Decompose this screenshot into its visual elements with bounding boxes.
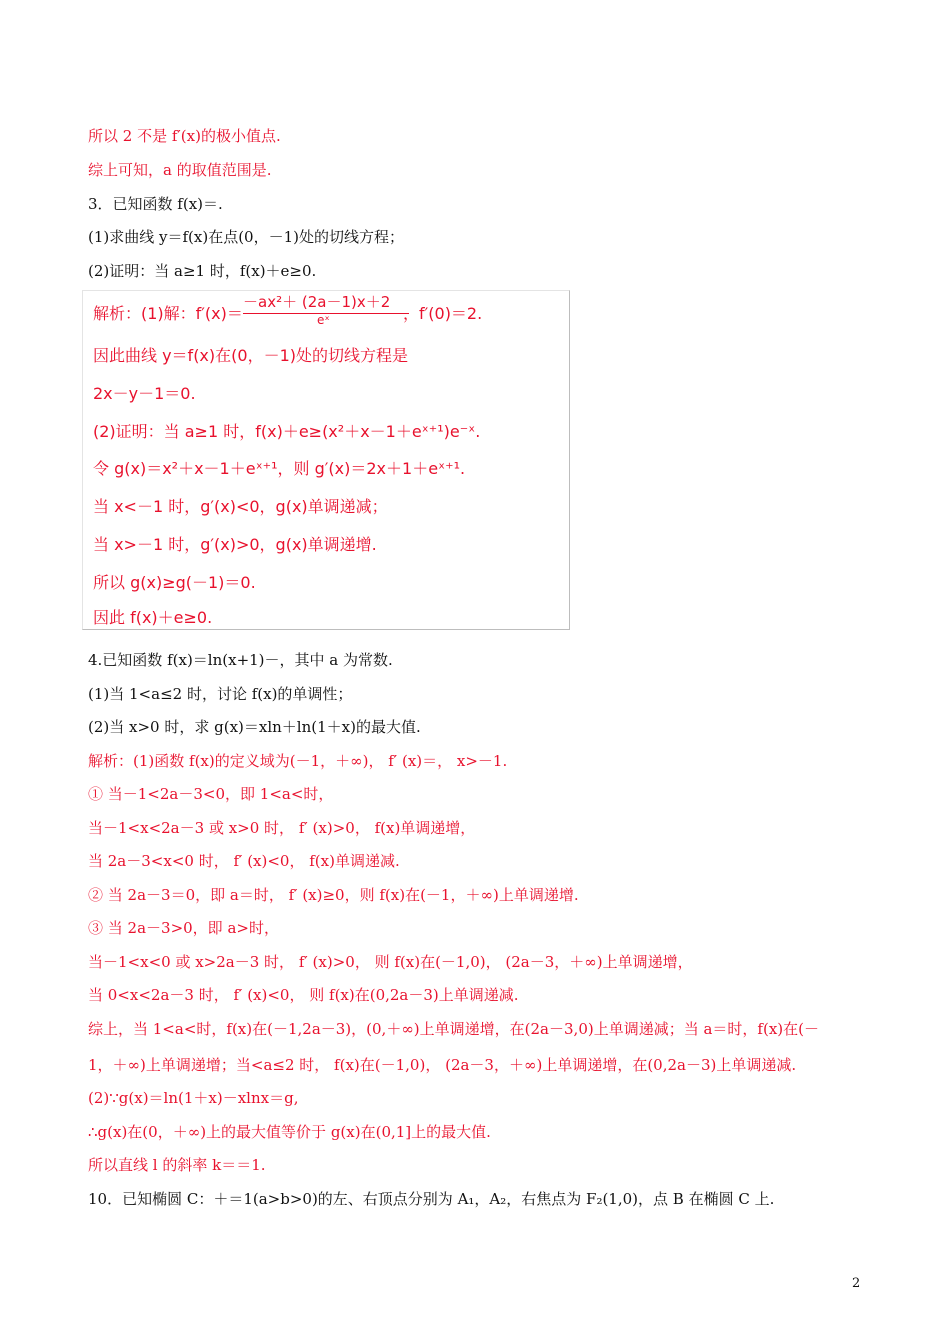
solution-line: 因此曲线 y＝f(x)在(0，－1)处的切线方程是 (93, 346, 408, 365)
solution-line: 因此 f(x)＋e≥0. (93, 608, 213, 627)
page-number: 2 (852, 1276, 861, 1291)
text-line: 当 0<x<2a－3 时， f′ (x)<0， 则 f(x)在(0,2a－3)上单调递减. (88, 986, 519, 1004)
text-line: 当－1<x<2a－3 或 x>0 时， f′ (x)>0， f(x)单调递增， (88, 819, 476, 837)
text-line: 当 2a－3<x<0 时， f′ (x)<0， f(x)单调递减. (88, 852, 400, 870)
solution-line: 2x－y－1＝0. (93, 384, 196, 403)
solution-line-1 (93, 303, 243, 325)
fraction-numerator: －ax²＋ (2a－1)x＋2 (243, 293, 391, 311)
solution-line: 当 x>－1 时，g′(x)>0，g(x)单调递增. (93, 535, 377, 554)
text-line: 综上可知，a 的取值范围是. (88, 161, 272, 179)
text-line: 所以直线 l 的斜率 k＝＝1. (88, 1156, 266, 1174)
solution-line: 所以 g(x)≥g(－1)＝0. (93, 573, 256, 592)
text-line: 综上，当 1<a<时，f(x)在(－1,2a－3)，(0,＋∞)上单调递增，在(2a－3,0)上单调递减；当 a＝时，f(x)在(－ (88, 1020, 819, 1038)
text-line: ③ 当 2a－3>0，即 a>时， (88, 919, 279, 937)
solution-line: (2)证明：当 a≥1 时，f(x)＋e≥(x²＋x－1＋eˣ⁺¹)e⁻ˣ. (93, 422, 481, 441)
derivative-fraction (243, 291, 413, 331)
text-line: 当－1<x<0 或 x>2a－3 时， f′ (x)>0， 则 f(x)在(－1,0)， (2a－3，＋∞)上单调递增， (88, 953, 693, 971)
text-line: 解析：(1)函数 f(x)的定义域为(－1，＋∞)， f′ (x)＝， x>－1. (88, 752, 508, 770)
question-10-stem: 10．已知椭圆 C：＋＝1(a>b>0)的左、右顶点分别为 A₁，A₂，右焦点为 F₂(1,0)，点 B 在椭圆 C 上. (88, 1190, 775, 1208)
question-3-part2: (2)证明：当 a≥1 时，f(x)＋e≥0. (88, 262, 317, 280)
question-4-stem: 4.已知函数 f(x)＝ln(x+1)－，其中 a 为常数. (88, 651, 393, 669)
question-4-part1: (1)当 1<a≤2 时，讨论 f(x)的单调性； (88, 685, 353, 703)
solution-line: 令 g(x)＝x²＋x－1＋eˣ⁺¹，则 g′(x)＝2x＋1＋eˣ⁺¹. (93, 459, 466, 478)
solution-suffix: ，f′(0)＝2. (403, 304, 483, 323)
solution-box (82, 290, 570, 630)
text-line: 1，＋∞)上单调递增；当<a≤2 时， f(x)在(－1,0)， (2a－3，＋∞)上单调递增，在(0,2a－3)上单调递减. (88, 1056, 797, 1074)
text-line: ① 当－1<2a－3<0，即 1<a<时， (88, 785, 334, 803)
question-3-stem: 3．已知函数 f(x)＝. (88, 195, 223, 213)
solution-line: 当 x<－1 时，g′(x)<0，g(x)单调递减； (93, 497, 388, 516)
question-3-part1: (1)求曲线 y＝f(x)在点(0，－1)处的切线方程； (88, 228, 404, 246)
text-line: ② 当 2a－3＝0，即 a＝时， f′ (x)≥0，则 f(x)在(－1，＋∞)上单调递增. (88, 886, 579, 904)
fraction-denominator: eˣ (317, 313, 330, 327)
text-line: (2)∵g(x)＝ln(1＋x)－xlnx＝g, (88, 1089, 299, 1107)
text-line: 所以 2 不是 f′(x)的极小值点. (88, 127, 281, 145)
solution-prefix: 解析：(1)解：f′(x)＝ (93, 304, 243, 323)
text-line: ∴g(x)在(0，＋∞)上的最大值等价于 g(x)在(0,1]上的最大值. (88, 1123, 491, 1141)
question-4-part2: (2)当 x>0 时，求 g(x)＝xln＋ln(1＋x)的最大值. (88, 718, 421, 736)
